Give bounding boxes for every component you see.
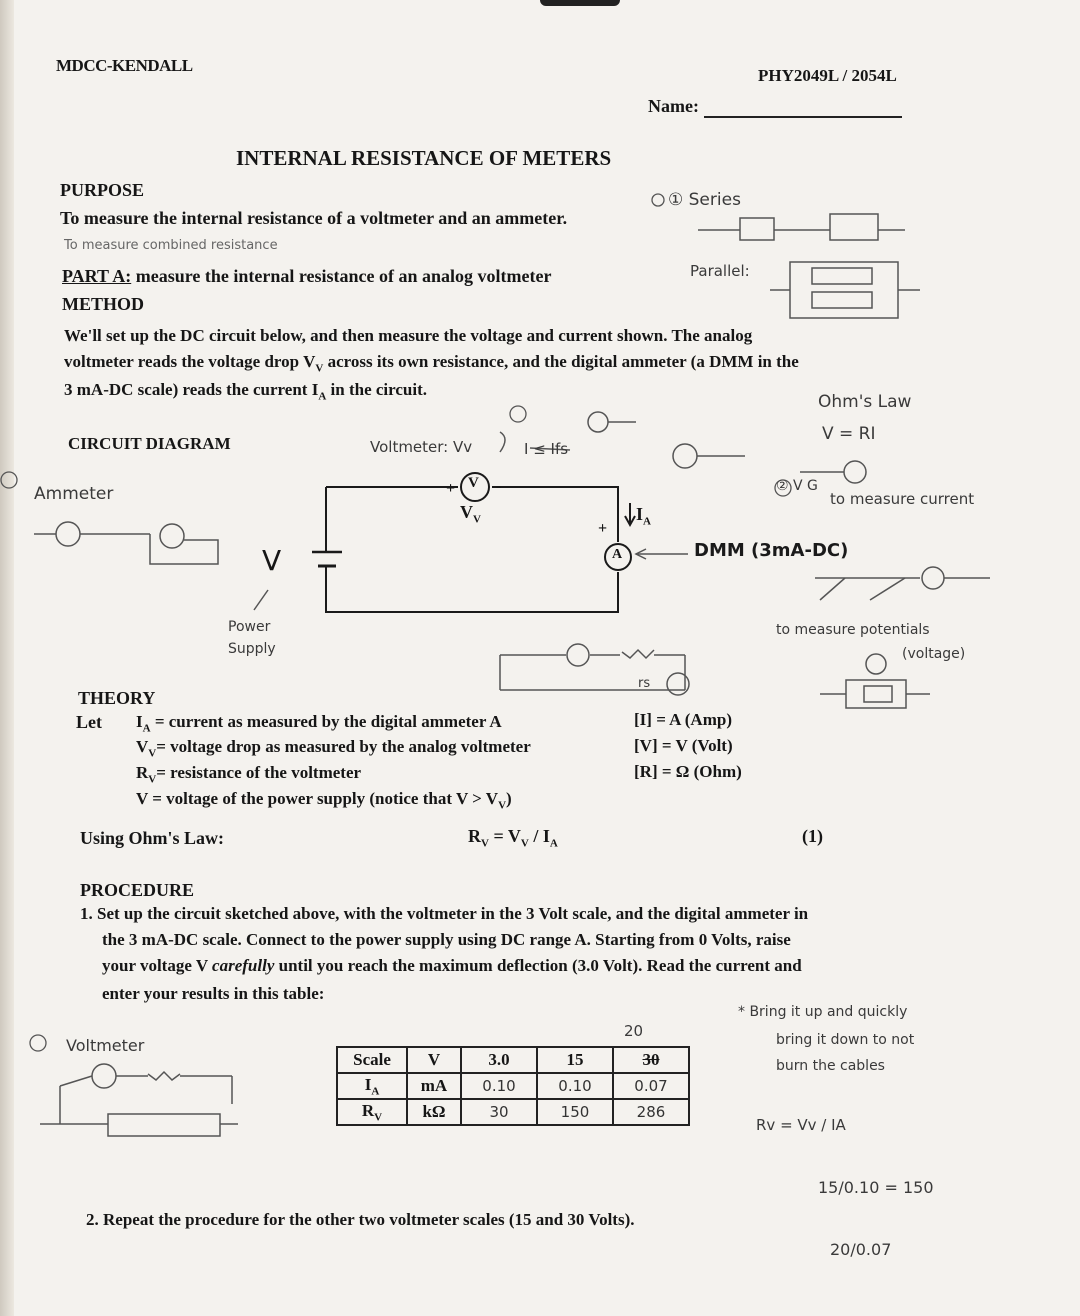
- ia-label: [636, 504, 651, 528]
- def-3-sym: R: [136, 763, 149, 782]
- hw-series: ① Series: [668, 190, 741, 210]
- procedure-step-2: 2. Repeat the procedure for the other two voltmeter scales (15 and 30 Volts).: [86, 1210, 635, 1229]
- formula-eq: = V: [488, 826, 521, 846]
- theory-let: Let: [76, 712, 102, 732]
- results-table: [336, 1046, 690, 1126]
- theory-heading: THEORY: [78, 688, 156, 708]
- name-label: Name:: [648, 96, 699, 116]
- theory-def-3: [136, 763, 361, 785]
- theory-def-2: [136, 737, 531, 759]
- ammeter-plus: +: [598, 520, 608, 537]
- page-title: INTERNAL RESISTANCE OF METERS: [236, 146, 612, 170]
- row-rv-unit: kΩ: [407, 1099, 461, 1125]
- scale-cell-2: 15: [537, 1047, 613, 1073]
- def-1-text: = current as measured by the digital ammeter A: [154, 712, 502, 731]
- hw-dmm: DMM (3mA-DC): [694, 540, 849, 561]
- hw-rv-formula: Rv = Vv / IA: [756, 1116, 846, 1134]
- wire-bottom: [326, 566, 618, 612]
- method-line-1: We'll set up the DC circuit below, and then measure the voltage and current shown. The analog: [64, 326, 753, 345]
- hw-voltmeter-vv: Voltmeter: Vv: [370, 438, 473, 456]
- ia-cell-1[interactable]: 0.10: [461, 1073, 537, 1099]
- procedure-carefully: carefully: [212, 956, 275, 975]
- rv-cell-2[interactable]: 150: [537, 1099, 613, 1125]
- def-3-text: = resistance of the voltmeter: [156, 763, 362, 782]
- def-4-close: ): [506, 789, 512, 808]
- hw-to-measure-potentials: to measure potentials: [776, 622, 930, 638]
- procedure-line-1: 1. Set up the circuit sketched above, with the voltmeter in the 3 Volt scale, and the digital ammeter in: [80, 904, 809, 923]
- row-scale-unit: V: [407, 1047, 461, 1073]
- procedure-line-4: enter your results in this table:: [102, 984, 325, 1003]
- hw-calc-2: 20/0.07: [830, 1240, 892, 1259]
- procedure-line-3a: your voltage V: [102, 956, 208, 975]
- row-rv-sym: R: [361, 1100, 375, 1120]
- voltmeter-plus: +: [446, 480, 456, 497]
- method-heading: METHOD: [62, 294, 145, 314]
- hw-calc-1: 15/0.10 = 150: [818, 1178, 934, 1197]
- def-1-sub: A: [142, 722, 151, 735]
- scale-cell-1: 3.0: [461, 1047, 537, 1073]
- row-ia-sub: A: [371, 1085, 380, 1098]
- voltmeter-symbol: V: [468, 475, 479, 491]
- hw-parallel: Parallel:: [690, 262, 750, 280]
- circuit-heading: CIRCUIT DIAGRAM: [68, 434, 231, 453]
- method-line-2a: voltmeter reads the voltage drop V: [64, 352, 316, 371]
- vv-label: [460, 502, 481, 526]
- ia-cell-3[interactable]: 0.07: [613, 1073, 689, 1099]
- formula-a-sub: A: [549, 837, 558, 850]
- purpose-text: To measure the internal resistance of a voltmeter and an ammeter.: [60, 208, 568, 228]
- hw-rs: rs: [638, 676, 651, 691]
- rv-cell-1[interactable]: 30: [461, 1099, 537, 1125]
- formula-r-sub: V: [481, 837, 489, 850]
- table-row: [337, 1047, 689, 1073]
- hw-vvg: ② V G: [776, 478, 818, 494]
- unit-amp: [I] = A (Amp): [634, 710, 732, 729]
- hw-to-measure-current: to measure current: [830, 490, 975, 508]
- ia-label-sub: A: [643, 515, 651, 528]
- method-sub-a: A: [318, 390, 327, 403]
- row-ia-header: [337, 1073, 407, 1099]
- hw-v-eq: V = RI: [822, 424, 876, 444]
- formula-v-sub: V: [520, 837, 529, 850]
- def-3-sub: V: [148, 773, 157, 786]
- ia-label-i: I: [636, 504, 644, 524]
- institution: MDCC-KENDALL: [56, 56, 193, 75]
- procedure-line-3b: until you reach the maximum deflection (3.0 Volt). Read the current and: [278, 956, 802, 975]
- hw-ilfs: I ≤ Ifs: [524, 440, 569, 458]
- def-4-sub: V: [498, 799, 507, 812]
- method-line-3a: 3 mA-DC scale) reads the current I: [64, 380, 319, 399]
- source-label: V: [262, 544, 282, 577]
- table-row: [337, 1099, 689, 1125]
- hw-combined: To measure combined resistance: [64, 238, 278, 253]
- hw-note-2: bring it down to not: [776, 1032, 915, 1048]
- rv-cell-3[interactable]: 286: [613, 1099, 689, 1125]
- formula-div: / I: [528, 826, 550, 846]
- scale-cell-3-value: 30: [642, 1050, 660, 1069]
- purpose-heading: PURPOSE: [60, 180, 145, 200]
- hw-note-1: * Bring it up and quickly: [738, 1004, 908, 1020]
- def-2-sym: V: [136, 737, 149, 756]
- hw-ammeter: Ammeter: [34, 484, 114, 504]
- hw-twenty: 20: [624, 1022, 644, 1040]
- procedure-line-2: the 3 mA-DC scale. Connect to the power supply using DC range A. Starting from 0 Volts, raise: [102, 930, 791, 949]
- vv-label-sub: V: [473, 513, 481, 526]
- table-row: [337, 1073, 689, 1099]
- ammeter-symbol: A: [612, 547, 623, 562]
- def-2-sub: V: [148, 747, 157, 760]
- ohms-law-formula: [468, 826, 558, 850]
- theory-def-1: [136, 712, 502, 734]
- hw-voltmeter-bottom: Voltmeter: [66, 1036, 145, 1055]
- scale-cell-3: [613, 1047, 689, 1073]
- formula-r: R: [468, 826, 481, 846]
- ohms-law-label: Using Ohm's Law:: [80, 828, 225, 848]
- procedure-line-3: [102, 956, 802, 976]
- method-line-2b: across its own resistance, and the digital ammeter (a DMM in the: [327, 352, 799, 371]
- def-1-sym: I: [136, 712, 143, 731]
- procedure-heading: PROCEDURE: [80, 880, 195, 900]
- part-a-text: measure the internal resistance of an analog voltmeter: [135, 266, 552, 286]
- hw-power-supply: Power Supply: [228, 619, 276, 657]
- ia-cell-2[interactable]: 0.10: [537, 1073, 613, 1099]
- row-ia-unit: mA: [407, 1073, 461, 1099]
- unit-ohm: [R] = Ω (Ohm): [634, 762, 742, 781]
- voltmeter-minus: -: [496, 478, 502, 495]
- method-sub-v: V: [315, 362, 324, 375]
- hw-voltage: (voltage): [902, 646, 966, 662]
- row-rv-header: [337, 1099, 407, 1125]
- row-rv-sub: V: [374, 1111, 383, 1124]
- method-line-3b: in the circuit.: [330, 380, 428, 399]
- part-a-label: PART A:: [62, 266, 132, 286]
- def-2-text: = voltage drop as measured by the analog voltmeter: [156, 737, 531, 756]
- def-4-sym: V: [136, 789, 148, 808]
- row-scale-header: Scale: [337, 1047, 407, 1073]
- vv-label-v: V: [460, 502, 473, 522]
- def-4-text: = voltage of the power supply (notice that V > V: [152, 789, 499, 808]
- hw-note-3: burn the cables: [776, 1058, 885, 1074]
- equation-number: (1): [802, 826, 823, 846]
- unit-volt: [V] = V (Volt): [634, 736, 733, 755]
- row-ia-sym: I: [364, 1074, 372, 1094]
- theory-def-4: [136, 789, 512, 811]
- course-code: PHY2049L / 2054L: [758, 66, 897, 85]
- hw-ohms-law: Ohm's Law: [818, 392, 912, 412]
